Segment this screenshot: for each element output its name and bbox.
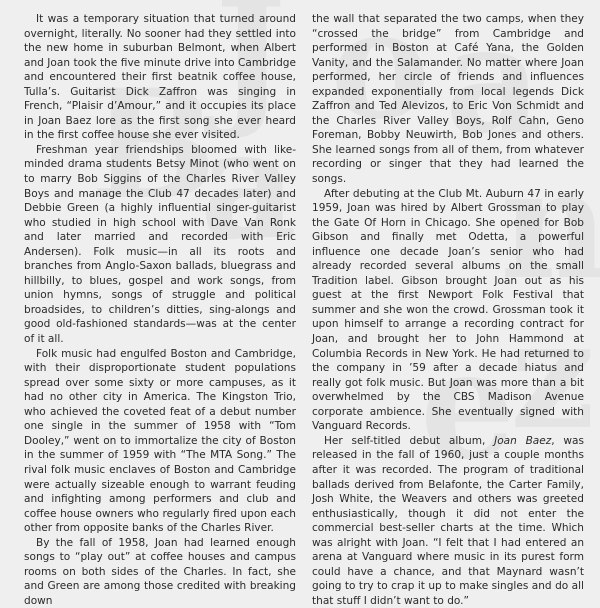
paragraph: By the fall of 1958, Joan had learned enough songs to “play out” at coffee houses and campus rooms on both sides of the Charles. In fact, she and Green are among those credited with breaking down	[24, 536, 296, 607]
left-column	[24, 12, 296, 607]
paragraph: Folk music had engulfed Boston and Cambridge, with their disproportionate student populations spread over some sixty or more campuses, as it had no other city in America. The Kingston Trio, who achieved the coveted feat of a debut number one single in the summer of 1958 with “Tom Dooley,” went on to immortalize the city of Boston in the summer of 1959 with “The MTA Song.” The rival folk music enclaves of Boston and Cambridge were actually sizeable enough to warrant feuding and infighting among performers and club and coffee house owners who regularly fired upon each other from opposite banks of the Charles River.	[24, 347, 296, 535]
text-run: , was released in the fall of 1960, just a couple months after it was recorded. The program of traditional ballads derived from Belafonte, the Carter Family, Josh White, the Weavers and others was greeted enthusiastically, though it did not enter the commercial best-seller charts at the time. Which was alright with Joan. “I felt that I had entered an arena at Vanguard where music in its purest form could have a chance, and that Maynard wasn’t going to try to crap it up to make singles and do all that stuff I didn’t want to do.”	[312, 434, 584, 607]
paragraph: Freshman year friendships bloomed with like-minded drama students Betsy Minot (who went on to marry Bob Siggins of the Charles River Valley Boys and manage the Club 47 decades later) and Debbie Green (a highly influential singer-guitarist who studied in high school with Dave Van Ronk and later married and recorded with Eric Andersen). Folk music—in all its roots and branches from Anglo-Saxon ballads, bluegrass and hillbilly, to blues, gospel and work songs, from union hymns, songs of struggle and political broadsides, to children’s ditties, sing-alongs and good old-fashioned standards—was at the center of it all.	[24, 143, 296, 346]
right-column	[312, 12, 584, 607]
album-title: Joan Baez	[494, 434, 552, 447]
paragraph-continued: the wall that separated the two camps, when they “crossed the bridge” from Cambridge and performed in Boston at Café Yana, the Golden Vanity, and the Salamander. No matter where Joan performed, her circle of friends and influences expanded exponentially from local legends Dick Zaffron and Ted Alevizos, to Eric Von Schmidt and the Charles River Valley Boys, Rolf Cahn, Geno Foreman, Bobby Neuwirth, Bob Jones and others. She learned songs from all of them, from whatever recording or singer that they had learned the songs.	[312, 13, 584, 186]
article-body	[24, 12, 584, 607]
paragraph	[312, 434, 584, 608]
paragraph: After debuting at the Club Mt. Auburn 47 in early 1959, Joan was hired by Albert Grossman to play the Gate Of Horn in Chicago. She opened for Bob Gibson and finally met Odetta, a powerful influence one decade Joan’s senior who had already recorded several albums on the small Tradition label. Gibson brought Joan out as his guest at the first Newport Folk Festival that summer and she won the crowd. Grossman took it upon himself to arrange a recording contract for Joan, and brought her to John Hammond at Columbia Records in New York. He had returned to the company in ’59 after a decade hiatus and really got folk music. But Joan was more than a bit overwhelmed by the CBS Madison Avenue corporate ambience. She eventually signed with Vanguard Records.	[312, 187, 584, 433]
text-run: Her self-titled debut album,	[324, 434, 495, 447]
paragraph: It was a temporary situation that turned around overnight, literally. No sooner had they settled into the new home in suburban Belmont, when Albert and Joan took the five minute drive into Cambridge and encountered their first beatnik coffee house, Tulla’s. Guitarist Dick Zaffron was singing in French, “Plaisir d’Amour,” and it occupies its place in Joan Baez lore as the first song she ever heard in the first coffee house she ever visited.	[24, 13, 296, 142]
